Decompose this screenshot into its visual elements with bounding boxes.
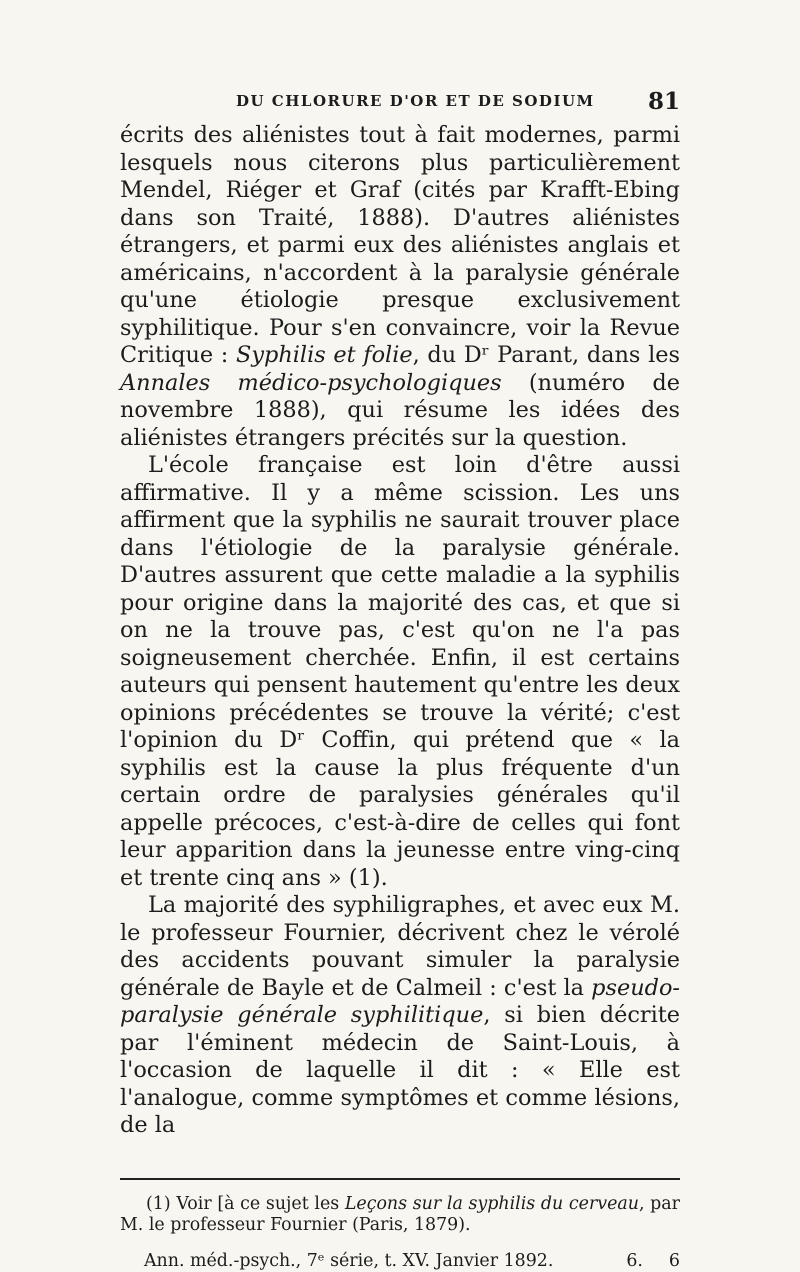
text-segment: La majorité des syphiligraphes, et avec eux M. le professeur Fournier, décrivent chez le vérolé des accidents pouvant simuler la paralysie générale de Bayle et de Calmeil : c'est la	[120, 892, 680, 1001]
journal-reference: Ann. méd.-psych., 7ᵉ série, t. XV. Janvier 1892.	[144, 1250, 554, 1271]
running-head	[120, 90, 680, 116]
text-segment: (numéro de novembre 1888), qui résume les idées des aliénistes étrangers précités sur la question.	[120, 369, 680, 451]
signature-right: 6	[668, 1250, 680, 1271]
text-segment: , du Dʳ Parant, dans les	[412, 342, 680, 368]
footnote	[120, 1194, 680, 1236]
text-segment: L'école française est loin d'être aussi affirmative. Il y a même scission. Les uns affirment que la syphilis ne saurait trouver place dans l'étiologie de la paralysie générale. D'autres assurent que cette maladie a la syphilis pour origine dans la majorité des cas, et que si on ne la trouve pas, c'est qu'on ne l'a pas soigneusement cherchée. Enfin, il est certains auteurs qui pensent hautement qu'entre les deux opinions précédentes se trouve la vérité; c'est l'opinion du Dʳ Coffin, qui prétend que « la syphilis est la cause la plus fréquente d'un certain ordre de paralysies générales qu'il appelle précoces, c'est-à-dire de celles qui font leur apparition dans la jeunesse entre ving-cinq et trente cinq ans » (1).	[120, 452, 680, 891]
page-footer	[120, 1251, 680, 1272]
italic-term-pseudo-paralysie: pseudo-paralysie générale syphilitique	[120, 974, 680, 1028]
signature-marks	[626, 1251, 680, 1272]
page-number: 81	[647, 88, 680, 115]
book-page	[120, 90, 680, 1272]
footnote-divider	[120, 1178, 680, 1180]
footnote-italic-title: Leçons sur la syphilis du cerveau	[344, 1193, 639, 1214]
running-title: DU CHLORURE D'OR ET DE SODIUM	[236, 92, 595, 110]
body-text	[120, 122, 680, 1140]
italic-title-annales: Annales médico-psychologiques	[120, 369, 502, 396]
text-segment: écrits des aliénistes tout à fait modernes, parmi lesquels nous citerons plus particulièrement Mendel, Riéger et Graf (cités par Krafft-Ebing dans son Traité, 1888). D'autres aliénistes étrangers, et parmi eux des aliénistes anglais et américains, n'accordent à la paralysie générale qu'une étiologie presque exclusivement syphilitique. Pour s'en convaincre, voir la Revue Critique :	[120, 122, 680, 368]
footnote-segment: , par M. le professeur Fournier (Paris, 1879).	[120, 1193, 680, 1235]
italic-title-syphilis-et-folie: Syphilis et folie	[236, 342, 413, 368]
text-segment: , si bien décrite par l'éminent médecin de Saint-Louis, à l'occasion de laquelle il dit : « Elle est l'analogue, comme symptômes et comme lésions, de la	[120, 1002, 680, 1138]
signature-left: 6.	[626, 1250, 643, 1271]
paragraph-1	[120, 122, 680, 452]
paragraph-2	[120, 452, 680, 892]
footnote-segment: (1) Voir [à ce sujet les	[146, 1193, 345, 1214]
paragraph-3	[120, 892, 680, 1140]
